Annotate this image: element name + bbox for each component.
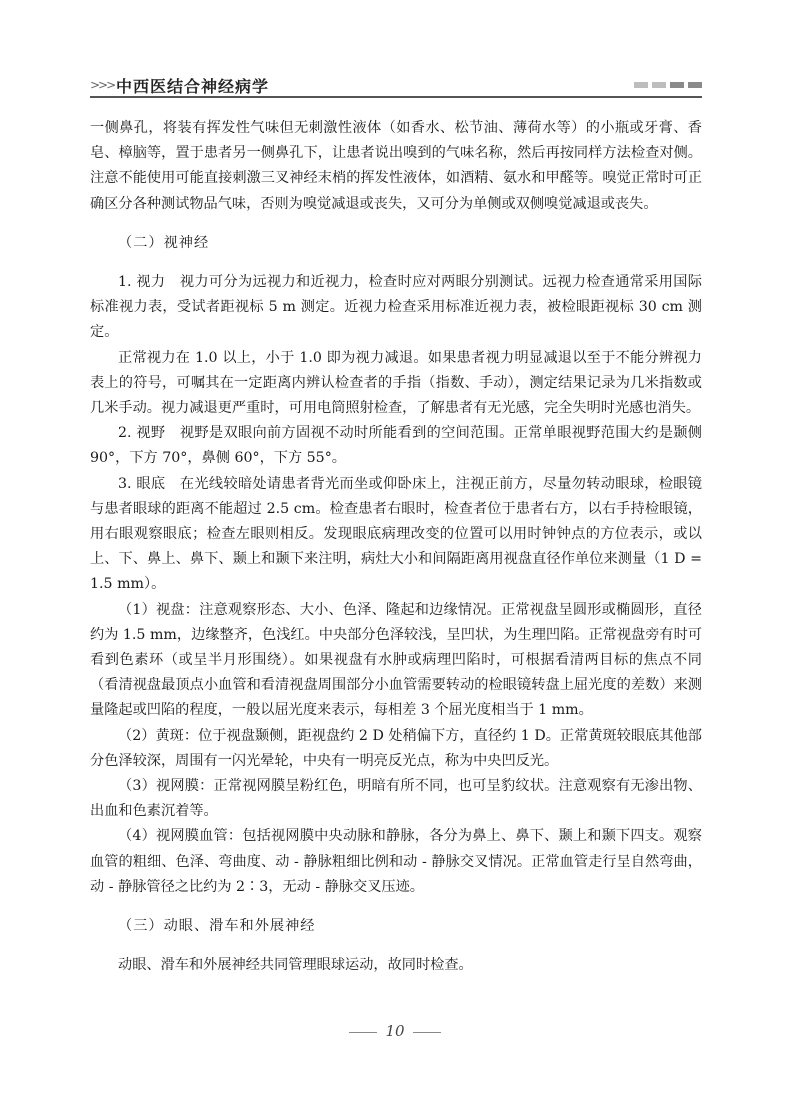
paragraph-macula: （2）黄斑：位于视盘颞侧，距视盘约 2 D 处稍偏下方，直径约 1 D。正常黄斑较眼底其他部分色泽较深，周围有一闪光晕轮，中央有一明亮反光点，称为中央凹反光。 [90, 727, 702, 769]
folio-dash-left [349, 1032, 377, 1033]
header-rule [90, 96, 702, 98]
body-text [90, 116, 702, 979]
paragraph-olfactory-continued: 一侧鼻孔，将装有挥发性气味但无刺激性液体（如香水、松节油、薄荷水等）的小瓶或牙膏、香皂、樟脑等，置于患者另一侧鼻孔下，让患者说出嗅到的气味名称，然后再按同样方法检查对侧。注意不能使用可能直接刺激三叉神经末梢的挥发性液体，如酒精、氨水和甲醛等。嗅觉正常时可正确区分各种测试物品气味，否则为嗅觉减退或丧失，又可分为单侧或双侧嗅觉减退或丧失。 [90, 120, 702, 212]
paragraph-visual-field: 2. 视野 视野是双眼向前方固视不动时所能看到的空间范围。正常单眼视野范围大约是颞侧 90°，下方 70°，鼻侧 60°，下方 55°。 [90, 425, 702, 467]
paragraph-visual-acuity: 1. 视力 视力可分为远视力和近视力，检查时应对两眼分别测试。远视力检查通常采用国际标准视力表，受试者距视标 5 m 测定。近视力检查采用标准近视力表，被检眼距视标 30 cm 测定。 [90, 274, 702, 341]
paragraph-normal-acuity: 正常视力在 1.0 以上，小于 1.0 即为视力减退。如果患者视力明显减退以至于不能分辨视力表上的符号，可嘱其在一定距离内辨认检查者的手指（指数、手动），测定结果记录为几米指数或几米手动。视力减退更严重时，可用电筒照射检查，了解患者有无光感，完全失明时光感也消失。 [90, 349, 702, 417]
book-title: 中西医结合神经病学 [116, 77, 270, 96]
folio-dash-right [413, 1032, 441, 1033]
paragraph-fundus: 3. 眼底 在光线较暗处请患者背光而坐或仰卧床上，注视正前方，尽量勿转动眼球，检眼镜与患者眼球的距离不能超过 2.5 cm。检查患者右眼时，检查者位于患者右方，以右手持检眼镜，用右眼观察眼底；检查左眼则相反。发现眼底病理改变的位置可以用时钟钟点的方位表示，或以上、下、鼻上、鼻下、颞上和颞下来注明，病灶大小和间隔距离用视盘直径作单位来测量（1 D = 1.5 mm）。 [90, 475, 702, 593]
page-number: 10 [385, 1022, 405, 1040]
section-heading-oculomotor: （三）动眼、滑车和外展神经 [118, 918, 316, 935]
running-header [90, 68, 702, 102]
header-arrows: >>> [90, 78, 115, 92]
paragraph-eye-movement: 动眼、滑车和外展神经共同管理眼球运动，故同时检查。 [118, 957, 473, 974]
paragraph-retina: （3）视网膜：正常视网膜呈粉红色，明暗有所不同，也可呈豹纹状。注意观察有无渗出物、出血和色素沉着等。 [90, 778, 702, 820]
page-footer [0, 1022, 790, 1040]
section-heading-optic-nerve: （二）视神经 [118, 234, 210, 251]
paragraph-optic-disc: （1）视盘：注意观察形态、大小、色泽、隆起和边缘情况。正常视盘呈圆形或椭圆形，直径约为 1.5 mm，边缘整齐，色浅红。中央部分色泽较浅，呈凹状，为生理凹陷。正常视盘旁有时可看到色素环（或呈半月形围绕）。如果视盘有水肿或病理凹陷时，可根据看清两目标的焦点不同（看清视盘最顶点小血管和看清视盘周围部分小血管需要转动的检眼镜转盘上屈光度的差数）来测量隆起或凹陷的程度，一般以屈光度来表示，每相差 3 个屈光度相当于 1 mm。 [90, 601, 702, 719]
paragraph-retinal-vessels: （4）视网膜血管：包括视网膜中央动脉和静脉，各分为鼻上、鼻下、颞上和颞下四支。观察血管的粗细、色泽、弯曲度、动 - 静脉粗细比例和动 - 静脉交叉情况。正常血管走行呈自然弯曲，动 - 静脉管径之比约为 2∶3，无动 - 静脉交叉压迹。 [90, 828, 702, 895]
header-decoration [634, 82, 702, 88]
